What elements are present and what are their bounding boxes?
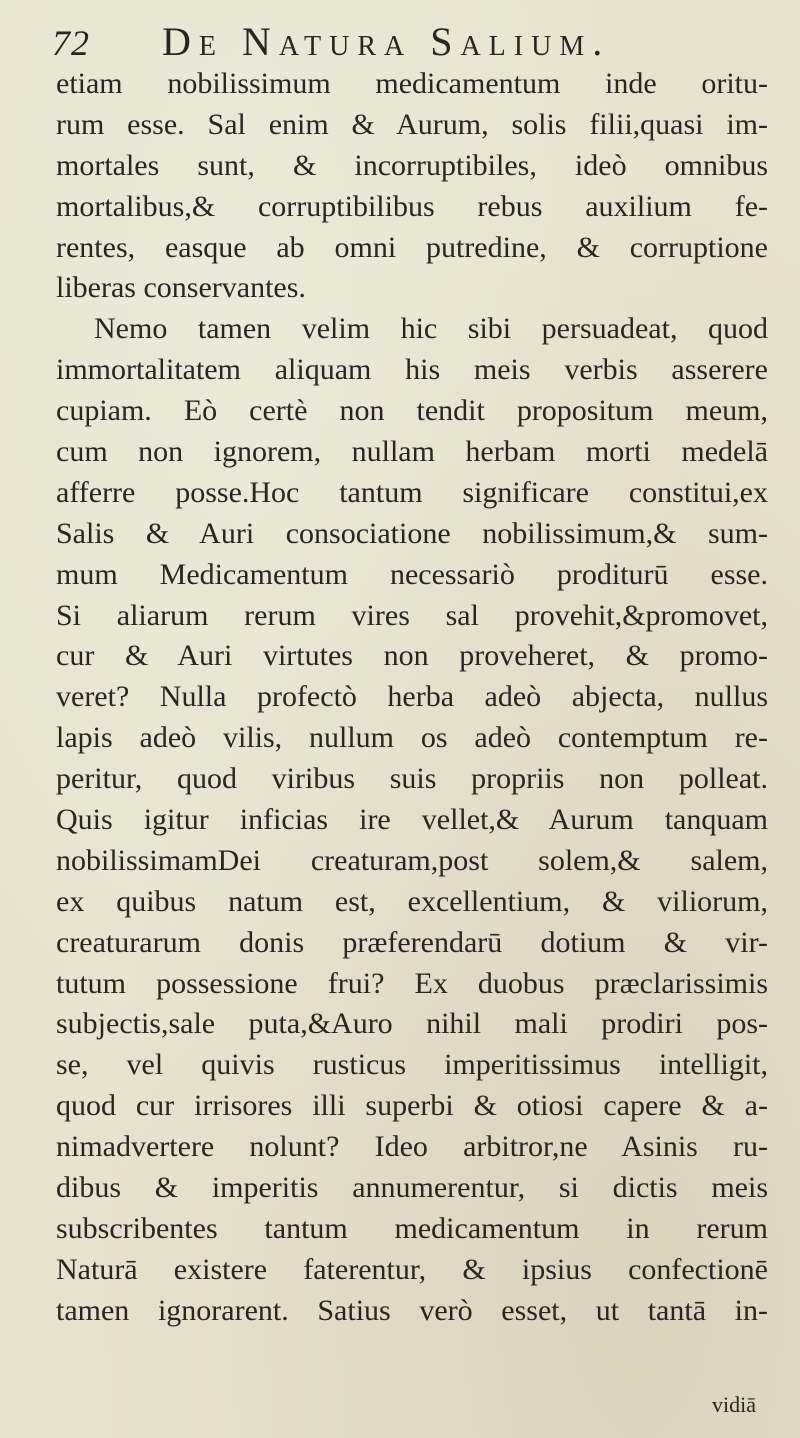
text-line: cupiam. Eò certè non tendit propositum meum, [56, 394, 768, 428]
text-line: nobilissimamDei creaturam,post solem,& salem, [56, 843, 768, 877]
text-line: cum non ignorem, nullam herbam morti medelā [56, 435, 768, 469]
text-line: peritur, quod viribus suis propriis non polleat. [56, 762, 768, 796]
text-line: subscribentes tantum medicamentum in rerum [56, 1211, 768, 1245]
text-line: Nemo tamen velim hic sibi persuadeat, quod [94, 312, 768, 346]
text-line: creaturarum donis præferendarū dotium & vir- [56, 925, 768, 959]
text-line: rentes, easque ab omni putredine, & corruptione [56, 230, 768, 264]
text-line: nimadvertere nolunt? Ideo arbitror,ne Asinis ru- [56, 1130, 768, 1164]
text-line: ex quibus natum est, excellentium, & viliorum, [56, 884, 768, 918]
text-line: afferre posse.Hoc tantum significare constitui,ex [56, 475, 768, 509]
text-line: Naturā existere faterentur, & ipsius confectionē [56, 1252, 768, 1286]
text-line: se, vel quivis rusticus imperitissimus intelligit, [56, 1048, 768, 1082]
text-line: etiam nobilissimum medicamentum inde oritu- [56, 67, 768, 100]
running-head: De Natura Salium. [162, 19, 611, 64]
text-line: tutum possessione frui? Ex duobus præclarissimis [56, 966, 768, 1000]
text-line: mortales sunt, & incorruptibiles, ideò omnibus [56, 148, 768, 182]
text-line: quod cur irrisores illi superbi & otiosi capere & a- [56, 1089, 768, 1123]
text-line: mortalibus,& corruptibilibus rebus auxilium fe- [56, 189, 768, 223]
text-line: rum esse. Sal enim & Aurum, solis filii,quasi im- [56, 107, 768, 141]
text-line: veret? Nulla profectò herba adeò abjecta, nullus [56, 680, 768, 714]
text-line: Si aliarum rerum vires sal provehit,&promovet, [56, 598, 768, 632]
text-line: mum Medicamentum necessariò proditurū esse. [56, 557, 768, 591]
text-line: liberas conservantes. [56, 271, 306, 305]
text-line: lapis adeò vilis, nullum os adeò contemptum re- [56, 721, 768, 755]
text-line: Salis & Auri consociatione nobilissimum,& sum- [56, 516, 768, 550]
text-line: dibus & imperitis annumerentur, si dictis meis [56, 1171, 768, 1205]
page-number: 72 [52, 23, 90, 63]
page-header [52, 18, 760, 64]
catchword: vidiā [712, 1392, 756, 1417]
text-line: tamen ignorarent. Satius verò esset, ut tantā in- [56, 1293, 768, 1327]
text-line: cur & Auri virtutes non proveheret, & promo- [56, 639, 768, 673]
text-line: immortalitatem aliquam his meis verbis asserere [56, 353, 768, 387]
body-text [56, 64, 768, 1332]
text-line: subjectis,sale puta,&Auro nihil mali prodiri pos- [56, 1007, 768, 1041]
text-line: Quis igitur inficias ire vellet,& Aurum tanquam [56, 803, 768, 837]
